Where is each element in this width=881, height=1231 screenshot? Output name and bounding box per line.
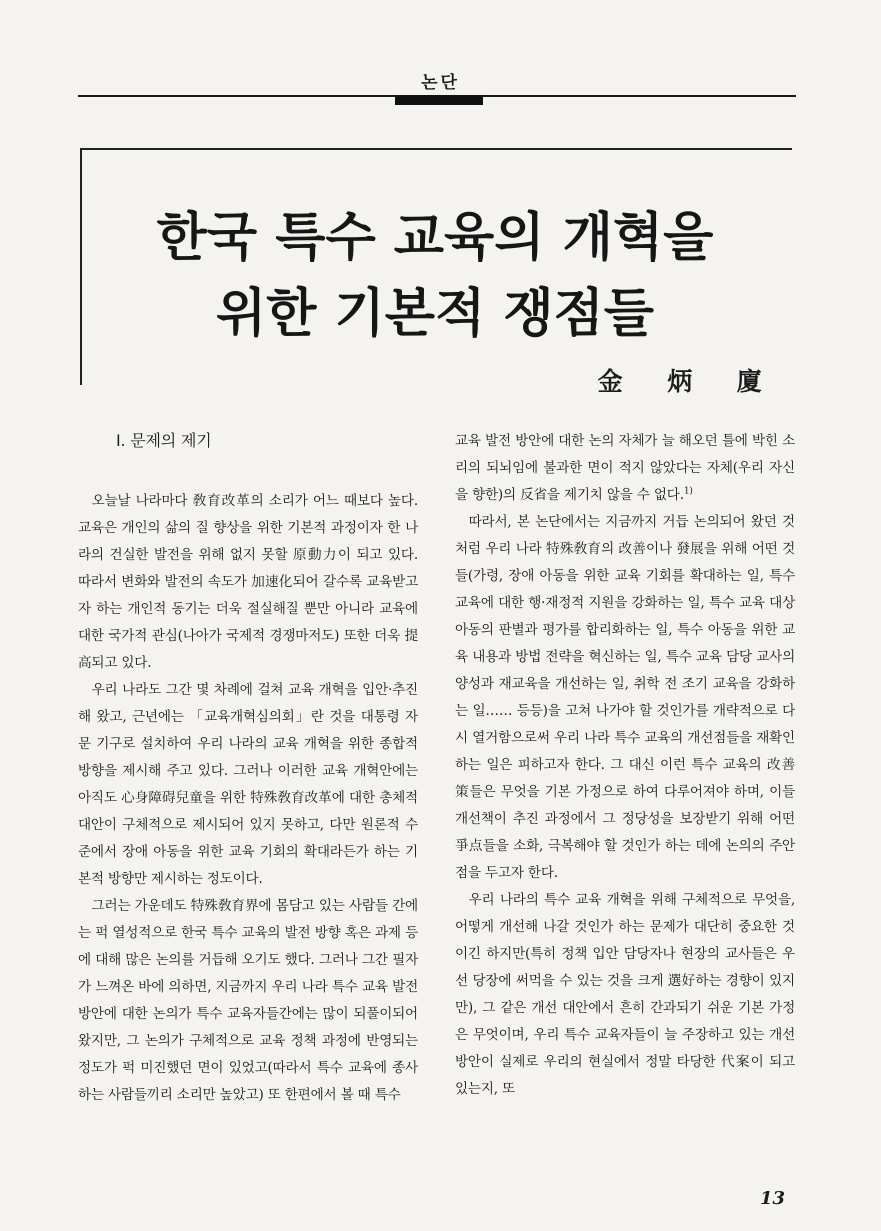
section-heading: Ⅰ. 문제의 제기 <box>116 431 212 450</box>
paragraph: 오늘날 나라마다 敎育改革의 소리가 어느 때보다 높다. 교육은 개인의 삶의 질 향상을 위한 기본적 과정이자 한 나라의 건실한 발전을 위해 없지 못할 原動力이 되고 있다. 따라서 변화와 발전의 속도가 加速化되어 갈수록 교육받고자 하는 개인적 동기는 더욱 절실해질 뿐만 아니라 교육에 대한 국가적 관심(나아가 국제적 경쟁마저도) 또한 더욱 提高되고 있다. <box>78 493 418 671</box>
left-column <box>78 428 418 1109</box>
paragraph: 따라서, 본 논단에서는 지금까지 거듭 논의되어 왔던 것처럼 우리 나라 特殊敎育의 改善이나 發展을 위해 어떤 것들(가령, 장애 아동을 위한 교육 기회를 확대하는 일, 특수 교육에 대한 행·재정적 지원을 강화하는 일, 특수 교육 대상 아동의 판별과 평가를 합리화하는 일, 특수 아동을 위한 교육 내용과 방법 전략을 혁신하는 일, 특수 교육 담당 교사의 양성과 재교육을 개선하는 일, 취학 전 조기 교육을 강화하는 일…… 등등)을 고쳐 나가야 할 것인가를 개략적으로 다시 열거함으로써 우리 나라 특수 교육의 개선점들을 재확인하는 일은 피하고자 한다. 그 대신 이런 특수 교육의 改善策들은 무엇을 기본 가정으로 하여 다루어져야 하며, 이들 개선책이 추진 과정에서 그 정당성을 보장받기 위해 어떤 爭点들을 소화, 극복해야 할 것인가 하는 데에 논의의 주안점을 두고자 한다. <box>455 514 795 881</box>
author-name: 金 炳 廈 <box>597 367 780 396</box>
paragraph: 우리 나라도 그간 몇 차례에 걸쳐 교육 개혁을 입안·추진해 왔고, 근년에는 「교육개혁심의회」란 것을 대통령 자문 기구로 설치하여 우리 나라의 교육 개혁을 위한 종합적 방향을 제시해 주고 있다. 그러나 이러한 교육 개혁안에는 아직도 心身障碍兒童을 위한 特殊敎育改革에 대한 총체적 대안이 구체적으로 제시되어 있지 못하고, 다만 원론적 수준에서 장애 아동을 위한 교육 기회의 확대라든가 하는 기본적 방향만 제시하는 정도이다. <box>78 682 418 887</box>
paragraph: 그러는 가운데도 特殊敎育界에 몸담고 있는 사람들 간에는 퍽 열성적으로 한국 특수 교육의 발전 방향 혹은 과제 등에 대해 많은 논의를 거듭해 오기도 했다. 그러나 그간 필자가 느껴온 바에 의하면, 지금까지 우리 나라 특수 교육 발전 방안에 대한 논의가 특수 교육자들간에는 많이 되풀이되어 왔지만, 그 논의가 구체적으로 교육 정책 과정에 반영되는 정도가 퍽 미진했던 면이 있었고(따라서 특수 교육에 종사하는 사람들끼리 소리만 높았고) 또 한편에서 볼 때 특수 <box>78 898 418 1103</box>
footnote-marker: 1) <box>683 486 693 497</box>
paragraph: 우리 나라의 특수 교육 개혁을 위해 구체적으로 무엇을, 어떻게 개선해 나갈 것인가 하는 문제가 대단히 중요한 것이긴 하지만(특히 정책 입안 담당자나 현장의 교사들은 우선 당장에 써먹을 수 있는 것을 크게 選好하는 경향이 있지만), 그 같은 개선 대안에서 흔히 간과되기 쉬운 기본 가정은 무엇이며, 우리 특수 교육자들이 늘 주장하고 있는 개선 방안이 실제로 우리의 현실에서 정말 타당한 代案이 되고 있는지, 또 <box>455 892 795 1097</box>
title-line-2: 위한 기본적 쟁점들 <box>215 283 655 344</box>
paragraph-text: 교육 발전 방안에 대한 논의 자체가 늘 해오던 틀에 박힌 소리의 되뇌임에 불과한 면이 적지 않았다는 자체(우리 자신을 향한)의 反省을 제기치 않을 수 없다. <box>455 433 795 503</box>
right-column <box>455 428 795 1103</box>
article-title <box>80 200 790 352</box>
paragraph <box>455 428 795 509</box>
section-label: 논단 <box>421 73 460 93</box>
top-bar <box>395 95 483 105</box>
title-line-1: 한국 특수 교육의 개혁을 <box>156 207 714 268</box>
page-number: 13 <box>760 1188 786 1209</box>
